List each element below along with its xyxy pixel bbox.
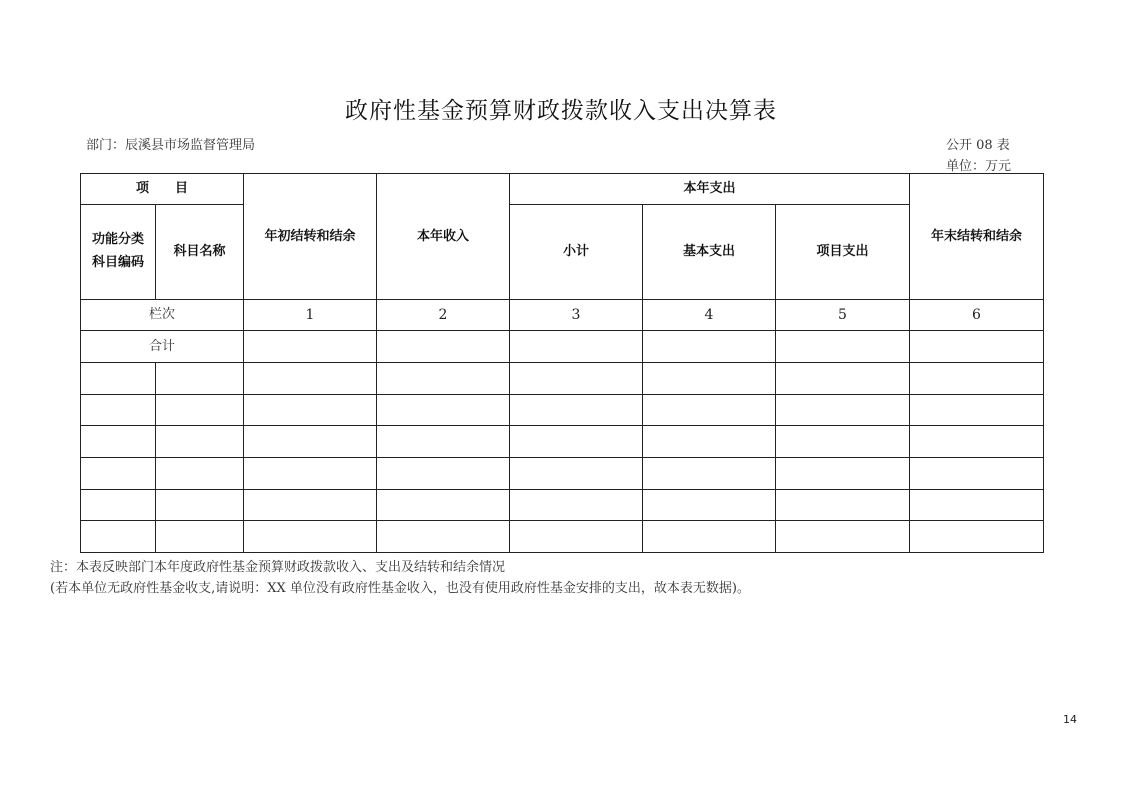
table-cell bbox=[910, 363, 1044, 395]
page-number: 14 bbox=[1063, 713, 1077, 726]
report-table bbox=[80, 173, 1044, 553]
table-cell bbox=[910, 426, 1044, 458]
header-basic: 基本支出 bbox=[643, 205, 776, 300]
table-row bbox=[81, 363, 1044, 395]
table-cell bbox=[910, 395, 1044, 426]
table-cell bbox=[776, 490, 910, 521]
total-row bbox=[81, 331, 1044, 363]
table-cell bbox=[81, 395, 156, 426]
table-cell bbox=[643, 363, 776, 395]
table-cell bbox=[643, 521, 776, 553]
index-col-5: 5 bbox=[776, 300, 910, 331]
table-cell bbox=[776, 426, 910, 458]
table-cell bbox=[510, 458, 643, 490]
unit-label: 单位：万元 bbox=[946, 159, 1012, 174]
table-cell bbox=[776, 363, 910, 395]
table-row bbox=[81, 458, 1044, 490]
table-cell bbox=[81, 521, 156, 553]
table-cell bbox=[377, 426, 510, 458]
table-cell bbox=[244, 521, 377, 553]
total-row-label: 合计 bbox=[81, 331, 244, 363]
table-cell bbox=[244, 490, 377, 521]
table-cell bbox=[510, 395, 643, 426]
index-col-2: 2 bbox=[377, 300, 510, 331]
table-cell bbox=[244, 395, 377, 426]
table-cell bbox=[377, 331, 510, 363]
page-title: 政府性基金预算财政拨款收入支出决算表 bbox=[345, 98, 777, 124]
table-cell bbox=[510, 521, 643, 553]
table-row bbox=[81, 521, 1044, 553]
index-row bbox=[81, 300, 1044, 331]
header-project: 项目支出 bbox=[776, 205, 910, 300]
table-cell bbox=[156, 458, 244, 490]
table-note-explanation: (若本单位无政府性基金收支,请说明：XX 单位没有政府性基金收入，也没有使用政府性基金安排的支出，故本表无数据)。 bbox=[50, 581, 750, 596]
table-cell bbox=[377, 521, 510, 553]
header-expenditure: 本年支出 bbox=[510, 174, 910, 205]
header-begin-balance: 年初结转和结余 bbox=[244, 174, 377, 300]
table-cell bbox=[244, 426, 377, 458]
table-cell bbox=[81, 458, 156, 490]
table-note: 注：本表反映部门本年度政府性基金预算财政拨款收入、支出及结转和结余情况 bbox=[50, 560, 506, 575]
table-cell bbox=[377, 490, 510, 521]
table-cell bbox=[776, 331, 910, 363]
table-cell bbox=[377, 395, 510, 426]
index-col-1: 1 bbox=[244, 300, 377, 331]
table-cell bbox=[510, 363, 643, 395]
table-cell bbox=[81, 426, 156, 458]
table-cell bbox=[510, 490, 643, 521]
table-row bbox=[81, 490, 1044, 521]
table-cell bbox=[510, 331, 643, 363]
table-cell bbox=[910, 490, 1044, 521]
form-number: 公开 08 表 bbox=[946, 138, 1010, 153]
index-row-label: 栏次 bbox=[81, 300, 244, 331]
table-cell bbox=[776, 395, 910, 426]
table-cell bbox=[156, 490, 244, 521]
table-cell bbox=[244, 363, 377, 395]
table-cell bbox=[643, 490, 776, 521]
index-col-6: 6 bbox=[910, 300, 1044, 331]
table-cell bbox=[776, 521, 910, 553]
index-col-4: 4 bbox=[643, 300, 776, 331]
table-row bbox=[81, 395, 1044, 426]
table-cell bbox=[244, 458, 377, 490]
table-cell bbox=[643, 458, 776, 490]
table-cell bbox=[910, 458, 1044, 490]
table-cell bbox=[643, 331, 776, 363]
table-cell bbox=[910, 331, 1044, 363]
table-cell bbox=[776, 458, 910, 490]
table-cell bbox=[244, 331, 377, 363]
table-cell bbox=[156, 521, 244, 553]
header-func-code: 功能分类 科目编码 bbox=[81, 205, 156, 300]
table-cell bbox=[377, 458, 510, 490]
header-end-balance: 年末结转和结余 bbox=[910, 174, 1044, 300]
table-row bbox=[81, 426, 1044, 458]
table-cell bbox=[510, 426, 643, 458]
table-cell bbox=[81, 363, 156, 395]
table-cell bbox=[377, 363, 510, 395]
table-cell bbox=[910, 521, 1044, 553]
table-cell bbox=[156, 395, 244, 426]
header-item: 项 目 bbox=[81, 174, 244, 205]
table-cell bbox=[81, 490, 156, 521]
table-cell bbox=[156, 426, 244, 458]
department-label: 部门：辰溪县市场监督管理局 bbox=[86, 138, 256, 153]
header-income: 本年收入 bbox=[377, 174, 510, 300]
header-subject-name: 科目名称 bbox=[156, 205, 244, 300]
table-cell bbox=[156, 363, 244, 395]
table-cell bbox=[643, 426, 776, 458]
header-subtotal: 小计 bbox=[510, 205, 643, 300]
table-cell bbox=[643, 395, 776, 426]
index-col-3: 3 bbox=[510, 300, 643, 331]
